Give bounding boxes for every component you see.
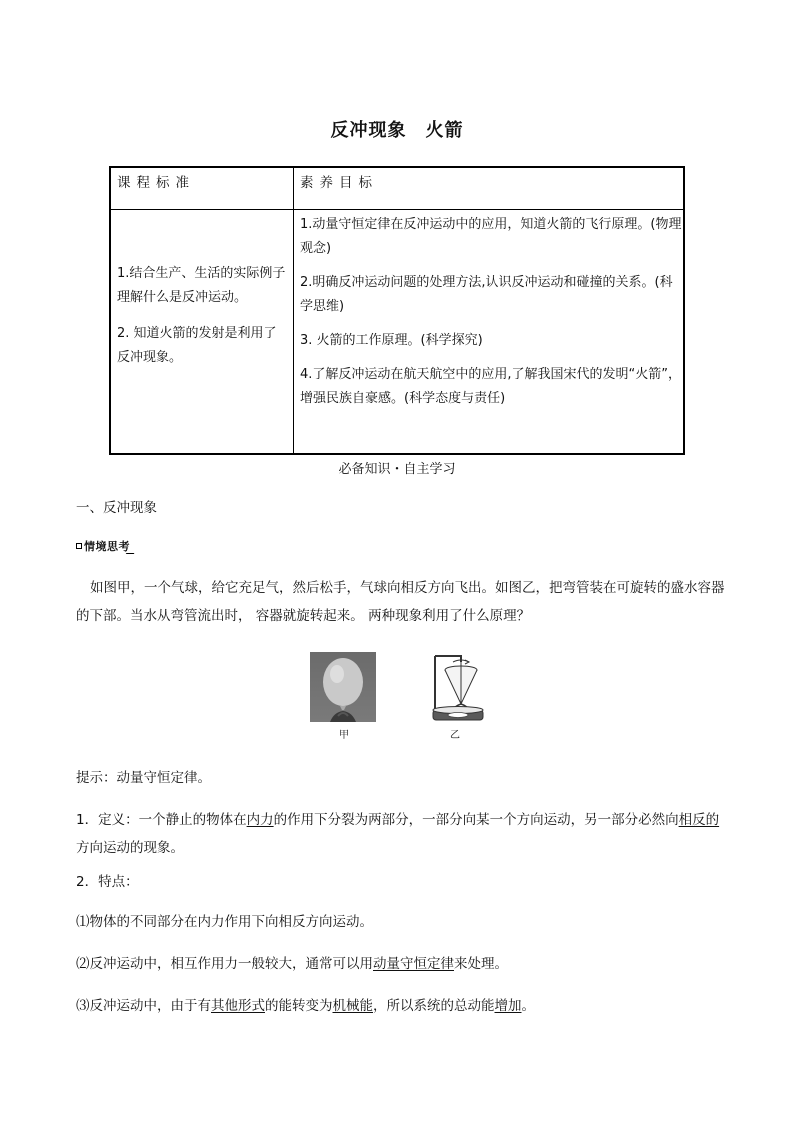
feature-2: ⑵反冲运动中，相互作用力一般较大，通常可以用动量守恒定律来处理。 — [76, 956, 508, 972]
keyword-increase: 增加 — [494, 998, 522, 1014]
header-literacy-goals: 素养目标 — [300, 175, 378, 191]
badge-text: 情境思考 — [84, 540, 130, 553]
keyword-internal-force: 内力 — [246, 812, 274, 828]
features-heading: 2．特点： — [76, 874, 139, 890]
section-heading: 一、反冲现象 — [76, 500, 157, 516]
figure-label-b: 乙 — [450, 730, 460, 741]
table-header-row — [111, 168, 683, 210]
feature-1: ⑴物体的不同部分在内力作用下向相反方向运动。 — [76, 914, 373, 930]
section-caption: 必备知识・自主学习 — [338, 462, 456, 477]
balloon-image — [310, 652, 376, 722]
goal-item-1: 1.动量守恒定律在反冲运动中的应用，知道火箭的飞行原理。(物理观念) — [300, 217, 682, 256]
rotating-container-image — [425, 652, 485, 724]
goal-item-3: 3. 火箭的工作原理。(科学探究) — [300, 333, 483, 348]
keyword-other-forms: 其他形式 — [211, 998, 265, 1014]
literacy-goals-cell — [300, 213, 682, 421]
objectives-table — [109, 166, 685, 455]
hint-text: 提示：动量守恒定律。 — [76, 770, 211, 786]
table-divider — [293, 168, 294, 453]
balloon-icon — [310, 652, 376, 722]
goal-item-4: 4.了解反冲运动在航天航空中的应用,了解我国宋代的发明“火箭”，增强民族自豪感。(科学态度与责任) — [300, 367, 682, 406]
feature-3: ⑶反冲运动中，由于有其他形式的能转变为机械能，所以系统的总动能增加。 — [76, 998, 535, 1014]
keyword-mechanical-energy: 机械能 — [332, 998, 373, 1014]
header-curriculum-standard: 课程标准 — [117, 175, 195, 191]
standard-item-2: 2. 知道火箭的发射是利用了反冲现象。 — [117, 326, 277, 365]
standard-item-1: 1.结合生产、生活的实际例子理解什么是反冲运动。 — [117, 266, 286, 305]
definition-paragraph: 1．定义：一个静止的物体在内力的作用下分裂为两部分，一部分向某一个方向运动，另一部分必然向相反的方向运动的现象。 — [76, 812, 720, 856]
page-title: 反冲现象 火箭 — [330, 120, 464, 141]
keyword-momentum-conservation: 动量守恒定律 — [373, 956, 454, 972]
goal-item-2: 2.明确反冲运动问题的处理方法,认识反冲运动和碰撞的关系。(科学思维) — [300, 275, 673, 314]
keyword-opposite: 相反的 — [678, 812, 720, 828]
curriculum-standard-cell — [117, 262, 287, 382]
think-badge — [76, 538, 139, 554]
scenario-text: 如图甲，一个气球，给它充足气，然后松手，气球向相反方向飞出。如图乙，把弯管装在可旋转的盛水容器的下部。当水从弯管流出时， 容器就旋转起来。 两种现象利用了什么原理？ — [76, 580, 725, 624]
badge-square-icon — [76, 543, 82, 549]
rotating-container-icon — [425, 652, 485, 724]
figure-label-a: 甲 — [339, 730, 349, 741]
